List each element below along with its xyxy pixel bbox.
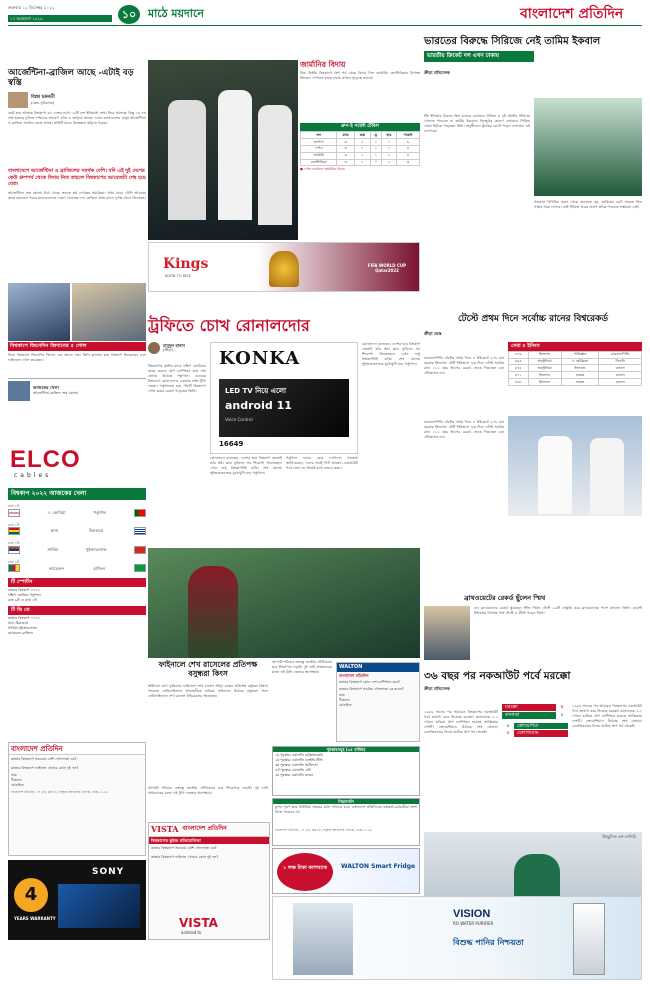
- list-item: কাতার বিশ্বকাপ ২০২২: [8, 615, 40, 620]
- table-cell: ১: [370, 152, 381, 159]
- list-item: ক্যামেরুন-ব্রাজিল: [8, 630, 33, 635]
- brazil-flag-icon: [134, 564, 146, 572]
- table-cell: জাপান: [301, 139, 337, 146]
- germany-body: টানা দ্বিতীয় বিশ্বকাপে গ্রুপ পর্ব থেকে বিদায় নিল জার্মানি। কোস্টারিকার বিপক্ষে জিতেও স্পেনের কাছে হারায় কপাল পুড়েছে তাদের।: [300, 71, 420, 80]
- walton-brand: WALTON: [337, 663, 419, 672]
- serbia-flag-icon: [8, 546, 20, 554]
- points-table: [300, 131, 420, 166]
- score-team: মরক্কো: [505, 704, 518, 710]
- konka-hotline: 16649: [219, 440, 244, 448]
- left-story-title: আর্জেন্টিনা-ব্রাজিল আছে -এটাই বড় স্বস্তি: [8, 68, 134, 88]
- score-team: কানাডা: [505, 711, 520, 718]
- team-a: সার্বিয়া: [47, 547, 59, 553]
- ronaldo-photo: [148, 548, 420, 658]
- left-story-body2: আর্জেন্টিনা শেষ ষোলয় উঠে গেছে। অনেক স্বপ্ন দেখছেন সমর্থকরা। প্রথম ম্যাচে সৌদি আরবের কাছে হারলেও পরের ম্যাচগুলোতে দারুণ খেলেছে দল। ব্রাজিল প্রথম ম্যাচে দুর্দান্ত খেলে জিতেছে।: [8, 190, 146, 200]
- zidane-caption: বিশ্বকাপে জিনেদিন জিদানের ৫ গোল: [8, 342, 146, 351]
- vista-contest-title: বিশ্বকাপের কুইজ প্রতিযোগিতা: [149, 837, 269, 845]
- points-table-title: গ্রুপ-ই পয়েন্ট টেবিল: [300, 123, 420, 131]
- team-b: উরুগুয়ে: [88, 528, 104, 534]
- switzerland-flag-icon: [134, 546, 146, 554]
- tv-screen: [219, 379, 349, 437]
- ronaldo-body3: পর্তুগাল দলের কোচ ফার্নান্দো সান্তোস জানিয়েছেন, দলের সবাই ফিট আছেন। নকআউট পর্বে সেরা দল নিয়েই মাঠে নামবে তারা।: [286, 456, 358, 470]
- purifier-image: [573, 903, 605, 975]
- list-item: [8, 504, 146, 517]
- smith-title: ব্রাথওয়েটের রেকর্ড ছুঁলেন স্মিথ: [464, 594, 546, 602]
- table-cell: ৩: [337, 145, 354, 152]
- table-cell: ওভাল: [599, 372, 642, 379]
- player-shape-3: [258, 105, 292, 225]
- india-title: ভারতের বিরুদ্ধে সিরিজে নেই তামিম ইকবাল: [424, 36, 601, 47]
- test-body-cont: রাওয়ালপিন্ডি টেস্টের প্রথম দিনে ৪ উইকেটে ৫০৬ রান করেছে ইংল্যান্ড। টেস্ট ইতিহাসে এক দিনে এটাই সর্বোচ্চ রান। ১১২ বছর আগের রেকর্ড ভেঙে দিয়েছেন বেন স্টোকসের দল।: [424, 420, 504, 439]
- player-shape-1: [168, 100, 206, 220]
- table-row: [509, 379, 642, 386]
- score-team: বেলজিয়াম: [517, 730, 539, 737]
- match-time: রাত ১টা: [8, 559, 20, 564]
- team-a: দ. কোরিয়া: [47, 509, 66, 515]
- vision-product: RO WATER PURIFIER: [453, 921, 494, 926]
- table-cell: ৪৯৪: [509, 358, 529, 365]
- left-story: [8, 28, 146, 438]
- vision-photo: [293, 903, 353, 975]
- cameroon-flag-icon: [8, 564, 20, 572]
- walton-paper: বাংলাদেশ প্রতিদিন: [339, 672, 369, 678]
- zidane-photo: [8, 283, 70, 341]
- bp-coupon-q1: কাতার বিশ্বকাপে সবচেয়ে বেশি গোলদাতা কে?: [11, 757, 77, 762]
- zidane-caption-body: ফিফা বিশ্বকাপে জিনেদিন জিদান এক অনন্য নাম। তিনি ফ্রান্সের হয়ে বিশ্বকাপ জিতেছেন এবং ফাইনালে গোল করেছেন।: [8, 352, 146, 362]
- table-cell: ১: [354, 145, 370, 152]
- list-item: [8, 541, 146, 554]
- masthead: [8, 4, 642, 26]
- ronaldo-author-role: (ক্রীড়া): [163, 348, 173, 353]
- table-cell: ওভাল: [599, 365, 642, 372]
- walton-cashback-ad[interactable]: [272, 848, 420, 894]
- brand-logo: বাংলাদেশ প্রতিদিন: [520, 6, 624, 22]
- smith-story: [424, 594, 642, 664]
- table-cell: ১: [354, 159, 370, 166]
- table-note: ● গোল ব্যবধানে জার্মানির বিদায়: [300, 167, 345, 172]
- table-cell: অস্ট্রেলিয়া: [528, 358, 561, 365]
- tv-list-1: [8, 588, 146, 603]
- table-cell: ৪৫৮: [509, 379, 529, 386]
- bp-coupon-address: বাংলাদেশ প্রতিদিন, ৩৭১/এ, ব্লক ডি, বসুন্ধরা আবাসিক এলাকা, ঢাকা-১২২৯: [11, 789, 108, 794]
- vista-q2: কাতার বিশ্বকাপে ফাইনাল খেলবে কোন দুই দল?: [151, 855, 219, 860]
- list-item: ৪র্থ পুরস্কার: ওয়ালটন এসি: [275, 767, 311, 772]
- table-cell: অস্ট্রেলিয়া: [528, 365, 561, 372]
- walton-rules: [272, 798, 420, 846]
- score-row: [502, 723, 568, 730]
- top5-title: সেরা ৫ ইনিংস: [508, 342, 642, 351]
- bp-coupon-mobile: মোবাইল:: [11, 782, 25, 787]
- portugal-flag-icon: [134, 509, 146, 517]
- germany-story: [300, 60, 420, 240]
- warranty-badge: 4: [14, 878, 48, 912]
- table-cell: ৪: [397, 145, 420, 152]
- table-cell: ২: [381, 159, 396, 166]
- test-body: রাওয়ালপিন্ডি টেস্টের প্রথম দিনে ৪ উইকেটে ৫০৬ রান করেছে ইংল্যান্ড। টেস্ট ইতিহাসে এক দিনে এটাই সর্বোচ্চ রান। ১১২ বছর আগের রেকর্ড ভেঙে দিয়েছেন বেন স্টোকসের দল।: [424, 356, 504, 375]
- tv-image: [58, 884, 140, 928]
- trophy-icon: [269, 251, 299, 287]
- walton-address-label: ঠিকানা:: [339, 697, 350, 702]
- table-cell: ৩: [397, 159, 420, 166]
- page-number: ১০: [118, 5, 140, 24]
- fifa-wc-logo: FIFA WORLD CUP Qatar2022: [367, 263, 407, 274]
- morocco-caption: উচ্ছ্বসিত এন-নেসিরি: [602, 834, 636, 839]
- vista-paper: বাংলাদেশ প্রতিদিন: [182, 825, 227, 833]
- table-cell: ৬: [397, 139, 420, 146]
- team-b: পর্তুগাল: [93, 509, 107, 515]
- vista-q1: কাতার বিশ্বকাপে সবচেয়ে বেশি গোলদাতা কে?: [151, 846, 217, 851]
- bp-coupon[interactable]: [8, 742, 146, 856]
- section-title: মাঠে ময়দানে: [148, 7, 204, 20]
- table-header: হার: [381, 132, 396, 139]
- ronaldo-body-cont: রোনালদো বলেছেন, দেশের হয়ে বিশ্বকাপ জেতাই তাঁর স্বপ্ন। ক্লাব ফুটবলে সব শিরোপা জিতেছেন। এখন শুধু বিশ্বকাপটাই বাকি। শেষ ষোলয় সুইজারল্যান্ডের মুখোমুখি হবে পর্তুগাল।: [362, 342, 420, 366]
- walton-name-label: নাম:: [339, 692, 346, 697]
- uruguay-flag-icon: [134, 527, 146, 535]
- india-body: টিম ইন্ডিয়ার বিরুদ্ধে তিন ম্যাচের ওয়ানডে সিরিজ ও দুই টেস্টের সিরিজে খেলতে পারবেন না তামিম ইকবাল। ইনজুরির কারণে ওয়ানডে সিরিজ থেকে ছিটকে পড়েছেন তিনি। অনুশীলনে কুঁচকির চোটে পড়েন দেশসেরা এই ওপেনার।: [424, 114, 530, 133]
- author-photo: [8, 92, 28, 108]
- walton-fridge: WALTON Smart Fridge: [341, 863, 416, 870]
- sub-note-photo: [8, 381, 30, 401]
- elco-sub: cables: [14, 472, 52, 479]
- brook-photo: [508, 416, 642, 516]
- today-games-title: বিশ্বকাপ ২০২২ আজকের খেলা: [8, 488, 146, 500]
- player-shape-2: [218, 90, 252, 220]
- sony-brand: SONY: [92, 867, 125, 877]
- germany-title: জার্মানির বিদায়: [300, 60, 346, 69]
- konka-line1: LED TV নিয়ে এলো: [225, 387, 287, 395]
- table-row: [509, 358, 642, 365]
- india-byline: ক্রীড়া প্রতিবেদক: [424, 70, 450, 76]
- tv-list-2: [8, 616, 146, 636]
- table-header: পয়েন্ট: [397, 132, 420, 139]
- walton-q1: কাতার বিশ্বকাপে কোন দেশ চ্যাম্পিয়ন হবে?: [339, 680, 400, 685]
- today-games: [8, 488, 146, 658]
- ronaldo-title: ট্রফিতে চোখ রোনালদোর: [148, 316, 310, 335]
- morocco-body: ১৯৮৬ সালের পর আবারও বিশ্বকাপের নকআউট পর্বে জায়গা করে নিয়েছে মরক্কো। কানাডাকে ২-১ গোলে হারিয়ে গ্রুপ চ্যাম্পিয়ন হয়েছে আফ্রিকার দেশটি। ক্রোয়েশিয়াও উঠেছে শেষ ষোলয়। বেলজিয়ামের বিদায় ঘটেছে গ্রুপ পর্ব থেকেই।: [424, 710, 498, 734]
- table-cell: ৩: [337, 159, 354, 166]
- score-row: [502, 730, 568, 737]
- list-item: রাত ৯টা ও রাত ১টা: [8, 598, 38, 603]
- ronaldo-body: বিশ্বকাপের তৃতীয় ম্যাচে দক্ষিণ কোরিয়ার কাছে হেরেও গ্রুপ চ্যাম্পিয়ন হয়ে শেষ ষোলয় উঠেছে পর্তুগাল। এবারের বিশ্বকাপে রোনালদোর একমাত্র লক্ষ্য ট্রফি জেতা। পর্তুগালের হয়ে পাঁচটি বিশ্বকাপে গোল করার রেকর্ড গড়েছেন তিনি।: [148, 364, 206, 393]
- walton-address: বাংলাদেশ প্রতিদিন, ৩৭১/এ, ব্লক ডি, বসুন্ধরা আবাসিক এলাকা, ঢাকা-১২২৯: [275, 828, 372, 833]
- table-cell: ইংল্যান্ড: [528, 372, 561, 379]
- sub-note: আজকের খেলা: [33, 385, 59, 391]
- table-cell: ওভাল: [599, 379, 642, 386]
- rasel-title: ফাইনালে শেখ রাসেলের প্রতিপক্ষ বসুন্ধরা কিংস: [158, 660, 258, 678]
- table-header: জয়: [354, 132, 370, 139]
- author-role: (কোচ ফুটবলার): [31, 100, 55, 105]
- rasel-body: স্বাধীনতা কাপ ফুটবলের ফাইনালে শেখ রাসেল ক্রীড়া চক্রের প্রতিপক্ষ বসুন্ধরা কিংস। গতকাল সেমিফাইনালে আবাহনীকে হারিয়ে ফাইনালে উঠেছে বসুন্ধরা। অন্য সেমিফাইনালে শেখ রাসেল টাইব্রেকারে জিতেছে।: [148, 684, 268, 698]
- table-header: ম্যাচ: [337, 132, 354, 139]
- rules-title: নিয়মাবলি: [273, 799, 419, 804]
- konka-voice: Voice Control: [225, 417, 253, 422]
- table-cell: জার্মানি: [301, 152, 337, 159]
- table-cell: ইংল্যান্ড: [528, 379, 561, 386]
- table-row: [509, 372, 642, 379]
- ronaldo-author: মাসুদুল হাসান: [163, 343, 185, 348]
- kings-tagline: BORN TO RISE: [165, 274, 191, 278]
- zidane-photo-2: [72, 283, 146, 341]
- score-row: [502, 704, 568, 711]
- table-cell: ৪৭৫: [509, 365, 529, 372]
- smith-body: ডন ব্র্যাডম্যানের রেকর্ড ছুঁয়েছেন স্টিভ স্মিথ। টেস্টে ২৯টি সেঞ্চুরি করে ব্র্যাডম্যানের পাশে বসলেন তিনি। ওয়েস্ট ইন্ডিজের বিপক্ষে পার্থ টেস্টে এ কীর্তি গড়েন স্মিথ।: [474, 606, 642, 615]
- rasel-body2: আগামী শনিবার বঙ্গবন্ধু জাতীয় স্টেডিয়ামে হবে শিরোপার লড়াই। দুই দলই প্রথমবারের মতো এই ট্রফি জেতার অপেক্ষায়।: [148, 786, 268, 795]
- vision-slogan: বিশুদ্ধ পানির নিশ্চয়তা: [453, 937, 524, 947]
- match-time: রাত ১টা: [8, 504, 20, 509]
- table-cell: ইংল্যান্ড: [528, 351, 561, 358]
- germany-photo: [148, 60, 298, 240]
- tamim-photo: [534, 98, 642, 196]
- table-row: [509, 365, 642, 372]
- table-cell: কোস্টারিকা: [301, 159, 337, 166]
- morocco-body-cont: ১৯৮৬ সালের পর আবারও বিশ্বকাপের নকআউট পর্বে জায়গা করে নিয়েছে মরক্কো। কানাডাকে ২-১ গোলে হারিয়ে গ্রুপ চ্যাম্পিয়ন হয়েছে আফ্রিকার দেশটি। ক্রোয়েশিয়াও উঠেছে শেষ ষোলয়। বেলজিয়ামের বিদায় ঘটেছে গ্রুপ পর্ব থেকেই।: [572, 704, 642, 728]
- table-cell: রাওয়ালপিন্ডি: [599, 351, 642, 358]
- team-a: ক্যামেরুন: [48, 565, 64, 571]
- list-item: ১ম পুরস্কার: ওয়ালটন রেফ্রিজারেটর: [275, 753, 324, 758]
- team-b: ব্রাজিল: [92, 565, 106, 571]
- walton-prizes: [272, 746, 420, 796]
- list-item: [8, 523, 146, 536]
- table-cell: ৪: [397, 152, 420, 159]
- author-name: বিপ্লব চক্রবর্তী: [31, 94, 55, 100]
- smith-photo: [424, 606, 470, 660]
- table-cell: ১: [370, 145, 381, 152]
- kings-ad[interactable]: [148, 242, 420, 292]
- table-cell: ২: [354, 139, 370, 146]
- bp-coupon-address-label: ঠিকানা:: [11, 777, 22, 782]
- table-row: [301, 139, 420, 146]
- list-item: ৩য় পুরস্কার: ওয়ালটন স্মার্টফোন: [275, 762, 318, 767]
- vista-contest[interactable]: [148, 822, 270, 940]
- walton-q2: কাতার বিশ্বকাপে সর্বোচ্চ গোলদাতা কে হবেন?: [339, 686, 404, 691]
- table-cell: ভারত: [561, 379, 598, 386]
- vision-brand: VISION: [453, 908, 491, 920]
- table-cell: ৩: [337, 139, 354, 146]
- vista-sub: android tv: [181, 930, 202, 935]
- prizes-title: পুরস্কারসমূহ (৩৫ বার্ষিক): [273, 747, 419, 752]
- table-header: ড্র: [370, 132, 381, 139]
- score-goals: ০: [502, 723, 514, 730]
- list-item: ২য় পুরস্কার: ওয়ালটন এলইডি টিভি: [275, 758, 323, 763]
- bp-coupon-name: নাম:: [11, 773, 18, 778]
- konka-line2: android 11: [225, 399, 292, 412]
- batter-shape-2: [590, 438, 624, 514]
- morocco-byline: ক্রীড়া প্রতিবেদক: [424, 686, 450, 691]
- sub-note-2: আর্জেন্টিনা-ব্রাজিল শেষ ষোলয়: [33, 390, 78, 395]
- india-subtitle: ভারতীয় ক্রিকেট দল এখন ঢাকায়: [424, 51, 534, 62]
- team-a: ঘানা: [50, 528, 59, 534]
- warranty-text: YEARS WARRANTY: [14, 916, 56, 921]
- table-cell: ৫০৬: [509, 351, 529, 358]
- list-item: কাতার বিশ্বকাপ ২০২২: [8, 588, 40, 593]
- test-story: [424, 294, 642, 594]
- score-goals: ০: [502, 730, 514, 737]
- score-team: ক্রোয়েশিয়া: [517, 722, 539, 729]
- table-cell: ১: [381, 152, 396, 159]
- date-line: শুক্রবার ১২ ডিসেম্বর ২০২২: [8, 5, 55, 10]
- table-cell: ১: [354, 152, 370, 159]
- ronaldo-story: [148, 294, 420, 546]
- table-cell: ভারত: [561, 372, 598, 379]
- table-row: [301, 152, 420, 159]
- india-body2: গতকাল বিসিবির তরফ থেকে জানানো হয়, তামিমের চোট সারতে তিন সপ্তাহ সময় লাগবে। তাই সিরিজ শুরুর আগে তাঁকে পাওয়ার সম্ভাবনা নেই।: [534, 200, 642, 209]
- elco-brand: ELCO: [10, 446, 81, 473]
- test-title: টেস্টে প্রথম দিনে সর্বোচ্চ রানের বিশ্বরেকর্ড: [458, 314, 608, 324]
- top5-table-box: [508, 342, 642, 386]
- author-photo: [148, 342, 160, 354]
- score-box: [502, 704, 568, 737]
- date-line-bangla: ১৭ অগ্রহায়ণ ১৪২৯: [8, 15, 112, 22]
- vision-ad[interactable]: [272, 896, 642, 980]
- test-byline: ক্রীড়া ডেস্ক: [424, 331, 442, 336]
- table-cell: ১: [381, 145, 396, 152]
- list-item: [8, 560, 146, 573]
- walton-coupon[interactable]: [336, 662, 420, 742]
- list-item: ৫ম পুরস্কার: ওয়ালটন ওভেন: [275, 772, 314, 777]
- rules-body: কুপন পূরণ করে নির্ধারিত সময়ের মধ্যে পাঠাতে হবে। বাংলাদেশ প্রতিদিনের কর্মকর্তা-কর্মচারীরা অংশ নিতে পারবেন না।: [275, 805, 417, 815]
- bp-coupon-q2: কাতার বিশ্বকাপে ফাইনাল খেলবে কোন দুই দল?: [11, 766, 79, 771]
- table-cell: সিডনি: [599, 358, 642, 365]
- morocco-story: [424, 670, 642, 830]
- india-story: [424, 28, 642, 290]
- team-b: সুইজারল্যান্ড: [85, 547, 107, 553]
- ghana-flag-icon: [8, 527, 20, 535]
- list-item: সার্বিয়া-সুইজারল্যান্ড: [8, 625, 38, 630]
- table-row: [301, 159, 420, 166]
- table-cell: পাকিস্তান: [561, 351, 598, 358]
- table-cell: ৪৭১: [509, 372, 529, 379]
- table-cell: ০: [370, 139, 381, 146]
- rasel-body-cont: আগামী শনিবার বঙ্গবন্ধু জাতীয় স্টেডিয়ামে হবে শিরোপার লড়াই। দুই দলই প্রথমবারের মতো এই ট্রফি জেতার অপেক্ষায়।: [272, 660, 332, 674]
- korea-flag-icon: [8, 509, 20, 517]
- walton-mobile-label: মোবাইল:: [339, 702, 353, 707]
- player-shape: [188, 566, 238, 658]
- table-row: [509, 351, 642, 358]
- table-row: [301, 145, 420, 152]
- konka-ad[interactable]: [210, 342, 358, 454]
- list-item: ঘানা-উরুগুয়ে: [8, 620, 29, 625]
- tv-heading-1: টি স্পোর্টস: [8, 578, 146, 587]
- match-time: রাত ১টা: [8, 522, 20, 527]
- match-time: রাত ১টা: [8, 541, 20, 546]
- vista-brand: VISTA: [179, 916, 218, 930]
- table-cell: ইংল্যান্ড: [561, 365, 598, 372]
- score-goals: ১: [556, 712, 568, 719]
- score-row: [502, 712, 568, 719]
- ronaldo-body2: রোনালদো বলেছেন, দেশের হয়ে বিশ্বকাপ জেতাই তাঁর স্বপ্ন। ক্লাব ফুটবলে সব শিরোপা জিতেছেন। এখন শুধু বিশ্বকাপটাই বাকি। শেষ ষোলয় সুইজারল্যান্ডের মুখোমুখি হবে পর্তুগাল।: [210, 456, 282, 475]
- left-story-quote: বাংলাদেশে আর্জেন্টিনা ও ব্রাজিলের সমর্থক বেশি। যদি এই দুই দেশের কেউ গ্রুপপর্ব থেকে বিদায় নিত তাহলে বিশ্বকাপের আমেজটা শেষ হয়ে যেত।: [8, 168, 146, 187]
- sony-ad[interactable]: [8, 860, 146, 940]
- match-list: [8, 504, 146, 572]
- konka-brand: KONKA: [219, 348, 301, 369]
- vista-brand-small: VISTA: [151, 824, 179, 834]
- elco-ad[interactable]: [8, 442, 146, 484]
- top5-table: [508, 351, 642, 386]
- batter-shape-1: [538, 436, 572, 514]
- table-cell: ০: [370, 159, 381, 166]
- cashback-badge: ১ লক্ষ টাকা ক্যাশব্যাক: [277, 853, 333, 891]
- bp-coupon-brand: বাংলাদেশ প্রতিদিন: [11, 744, 63, 753]
- tv-heading-2: টি ভি তে: [8, 606, 146, 615]
- table-cell: দ. আফ্রিকা: [561, 358, 598, 365]
- score-goals: ২: [556, 704, 568, 711]
- list-item: দক্ষিণ কোরিয়া-পর্তুগাল: [8, 593, 41, 598]
- morocco-title: ৩৬ বছর পর নকআউট পর্বে মরক্কো: [424, 670, 571, 682]
- left-story-body: ছোট হয়ে আসছে বিশ্বকাপ। ৩২ দেশের মধ্যে ১৬টি দেশ ইতিমধ্যে শেষ। নিয়ে আসছে। কিন্তু ১৬ দল শেষ হয়েছে ফুটবল দর্শকদের আবেগ এখন ও জড়িয়ে আছে। এবার বাংলাদেশের মানুষ আর্জেন্টিনা ও ব্রাজিল সমর্থনে মেতে আছে। প্রতিটি ম্যাচে উত্তেজনা ছড়িয়ে পড়ছে।: [8, 111, 146, 125]
- table-cell: স্পেন: [301, 145, 337, 152]
- kings-brand: Kings: [163, 256, 209, 272]
- table-header: দল: [301, 132, 337, 139]
- table-cell: ১: [381, 139, 396, 146]
- table-cell: ৩: [337, 152, 354, 159]
